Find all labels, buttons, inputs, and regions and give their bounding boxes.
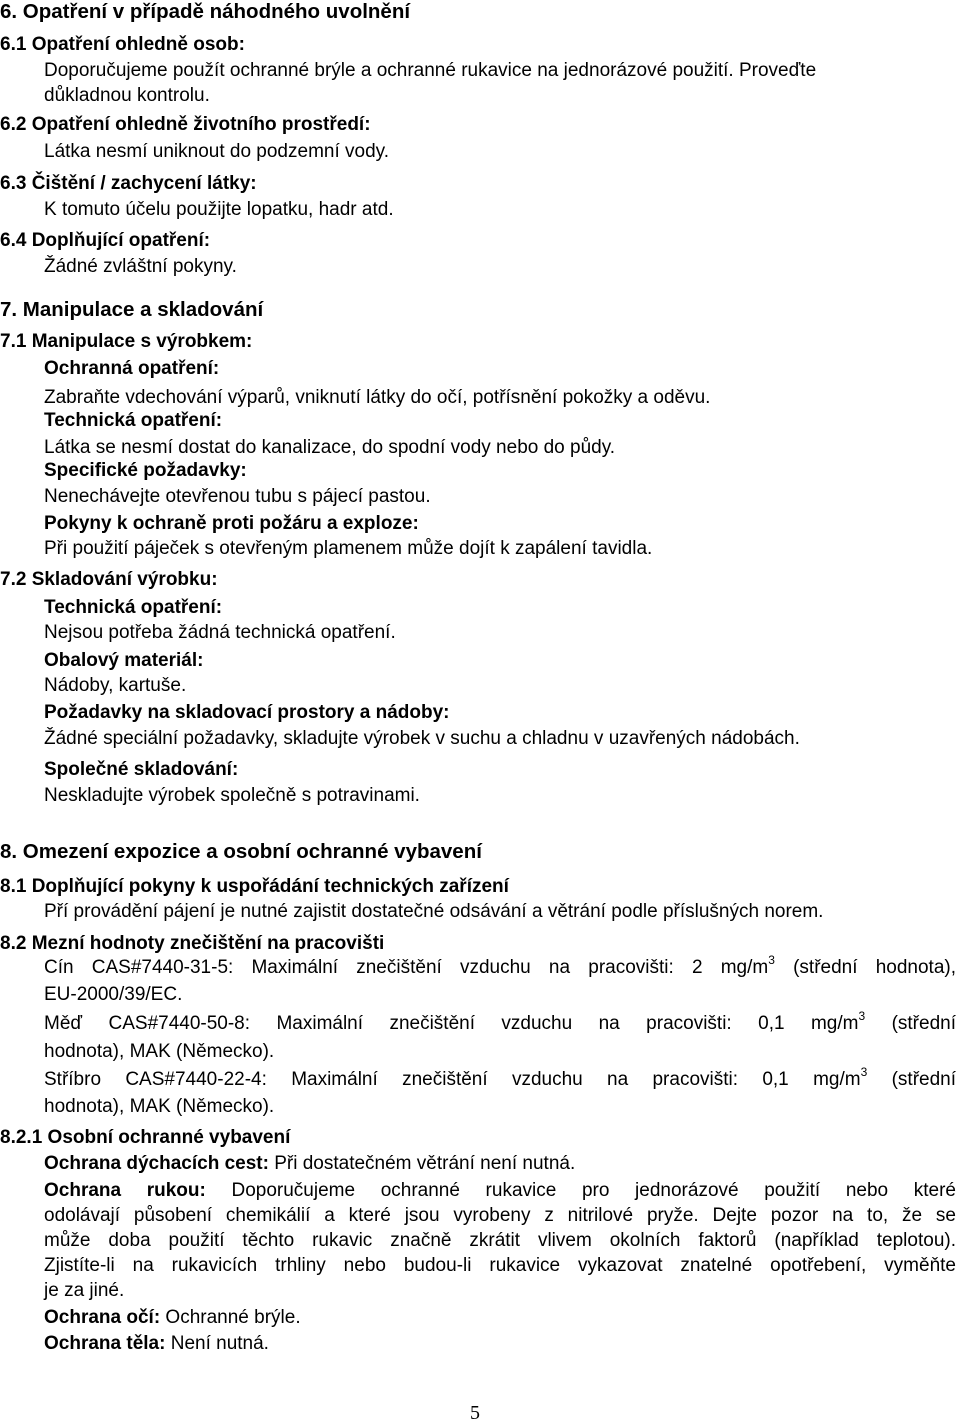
- section-6-2-title: 6.2 Opatření ohledně životního prostředí:: [0, 114, 371, 135]
- section-7-title: 7. Manipulace a skladování: [0, 298, 264, 321]
- protective-measures-text: Zabraňte vdechování výparů, vniknutí látky do očí, potřísnění pokožky a oděvu.: [44, 387, 711, 408]
- silver-limit-line2: hodnota), MAK (Německo).: [44, 1096, 275, 1117]
- storage-technical-text: Nejsou potřeba žádná technická opatření.: [44, 622, 396, 643]
- copper-limit-line1: Měď CAS#7440-50-8: Maximální znečištění vzduchu na pracovišti: 0,1 $mg/m^3$ (střední: [44, 1008, 956, 1034]
- section-7-1-title: 7.1 Manipulace s výrobkem:: [0, 331, 253, 352]
- section-6-4-text: Žádné zvláštní pokyny.: [44, 256, 237, 277]
- technical-measures-label: Technická opatření:: [44, 410, 223, 431]
- silver-limit-line1: Stříbro CAS#7440-22-4: Maximální znečištění vzduchu na pracovišti: 0,1 $mg/m^3$ (střední: [44, 1064, 956, 1090]
- section-8-2-1-title: 8.2.1 Osobní ochranné vybavení: [0, 1127, 291, 1148]
- storage-requirements-label: Požadavky na skladovací prostory a nádoby:: [44, 702, 450, 723]
- section-8-title: 8. Omezení expozice a osobní ochranné vybavení: [0, 840, 482, 863]
- section-6-3-text: K tomuto účelu použijte lopatku, hadr atd.: [44, 199, 394, 220]
- section-6-2-text: Látka nesmí uniknout do podzemní vody.: [44, 141, 390, 162]
- hand-protection-line4: Zjistíte-li na rukavicích trhliny nebo budou-li rukavice vykazovat znatelné opotřebení, vyměňte: [44, 1255, 956, 1276]
- storage-technical-label: Technická opatření:: [44, 597, 223, 618]
- section-8-2-title: 8.2 Mezní hodnoty znečištění na pracovišti: [0, 933, 385, 954]
- respiratory-protection: Ochrana dýchacích cest: Při dostatečném větrání není nutná.: [44, 1153, 576, 1174]
- section-8-1-title: 8.1 Doplňující pokyny k uspořádání technických zařízení: [0, 876, 509, 897]
- section-7-2-title: 7.2 Skladování výrobku:: [0, 569, 218, 590]
- section-6-1-text-line1: Doporučujeme použít ochranné brýle a ochranné rukavice na jednorázové použití. Proveďte: [44, 60, 817, 81]
- copper-limit-line2: hodnota), MAK (Německo).: [44, 1041, 275, 1062]
- hand-protection-line5: je za jiné.: [44, 1280, 125, 1301]
- protective-measures-label: Ochranná opatření:: [44, 358, 220, 379]
- packaging-label: Obalový materiál:: [44, 650, 204, 671]
- storage-requirements-text: Žádné speciální požadavky, skladujte výrobek v suchu a chladnu v uzavřených nádobách.: [44, 728, 800, 749]
- section-6-1-title: 6.1 Opatření ohledně osob:: [0, 34, 245, 55]
- specific-requirements-text: Nenechávejte otevřenou tubu s pájecí pastou.: [44, 486, 431, 507]
- section-6-title: 6. Opatření v případě náhodného uvolnění: [0, 0, 411, 23]
- tin-limit-line2: EU-2000/39/EC.: [44, 984, 183, 1005]
- fire-protection-label: Pokyny k ochraně proti požáru a exploze:: [44, 513, 419, 534]
- fire-protection-text: Při použití páječek s otevřeným plamenem může dojít k zapálení tavidla.: [44, 538, 653, 559]
- section-6-3-title: 6.3 Čištění / zachycení látky:: [0, 173, 257, 194]
- hand-protection-line1: Ochrana rukou: Doporučujeme ochranné rukavice pro jednorázové použití nebo které: [44, 1180, 956, 1201]
- page-number: 5: [470, 1402, 480, 1424]
- hand-protection-line2: odolávají působení chemikálií a které jsou vyrobeny z nitrilové pryže. Dejte pozor na to, že se: [44, 1205, 956, 1226]
- section-6-4-title: 6.4 Doplňující opatření:: [0, 230, 211, 251]
- technical-measures-text: Látka se nesmí dostat do kanalizace, do spodní vody nebo do půdy.: [44, 437, 616, 458]
- section-8-1-text: Pří provádění pájení je nutné zajistit dostatečné odsávání a větrání podle příslušných norem.: [44, 901, 824, 922]
- joint-storage-text: Neskladujte výrobek společně s potravinami.: [44, 785, 420, 806]
- eye-protection: Ochrana očí: Ochranné brýle.: [44, 1307, 301, 1328]
- joint-storage-label: Společné skladování:: [44, 759, 239, 780]
- hand-protection-line3: může doba použití těchto rukavic značně zkrátit vlivem okolních faktorů (například teplotou).: [44, 1230, 956, 1251]
- specific-requirements-label: Specifické požadavky:: [44, 460, 247, 481]
- packaging-text: Nádoby, kartuše.: [44, 675, 187, 696]
- section-6-1-text-line2: důkladnou kontrolu.: [44, 85, 210, 106]
- tin-limit-line1: Cín CAS#7440-31-5: Maximální znečištění vzduchu na pracovišti: 2 $mg/m^3$ (střední hodnota),: [44, 952, 956, 978]
- body-protection: Ochrana těla: Není nutná.: [44, 1333, 269, 1354]
